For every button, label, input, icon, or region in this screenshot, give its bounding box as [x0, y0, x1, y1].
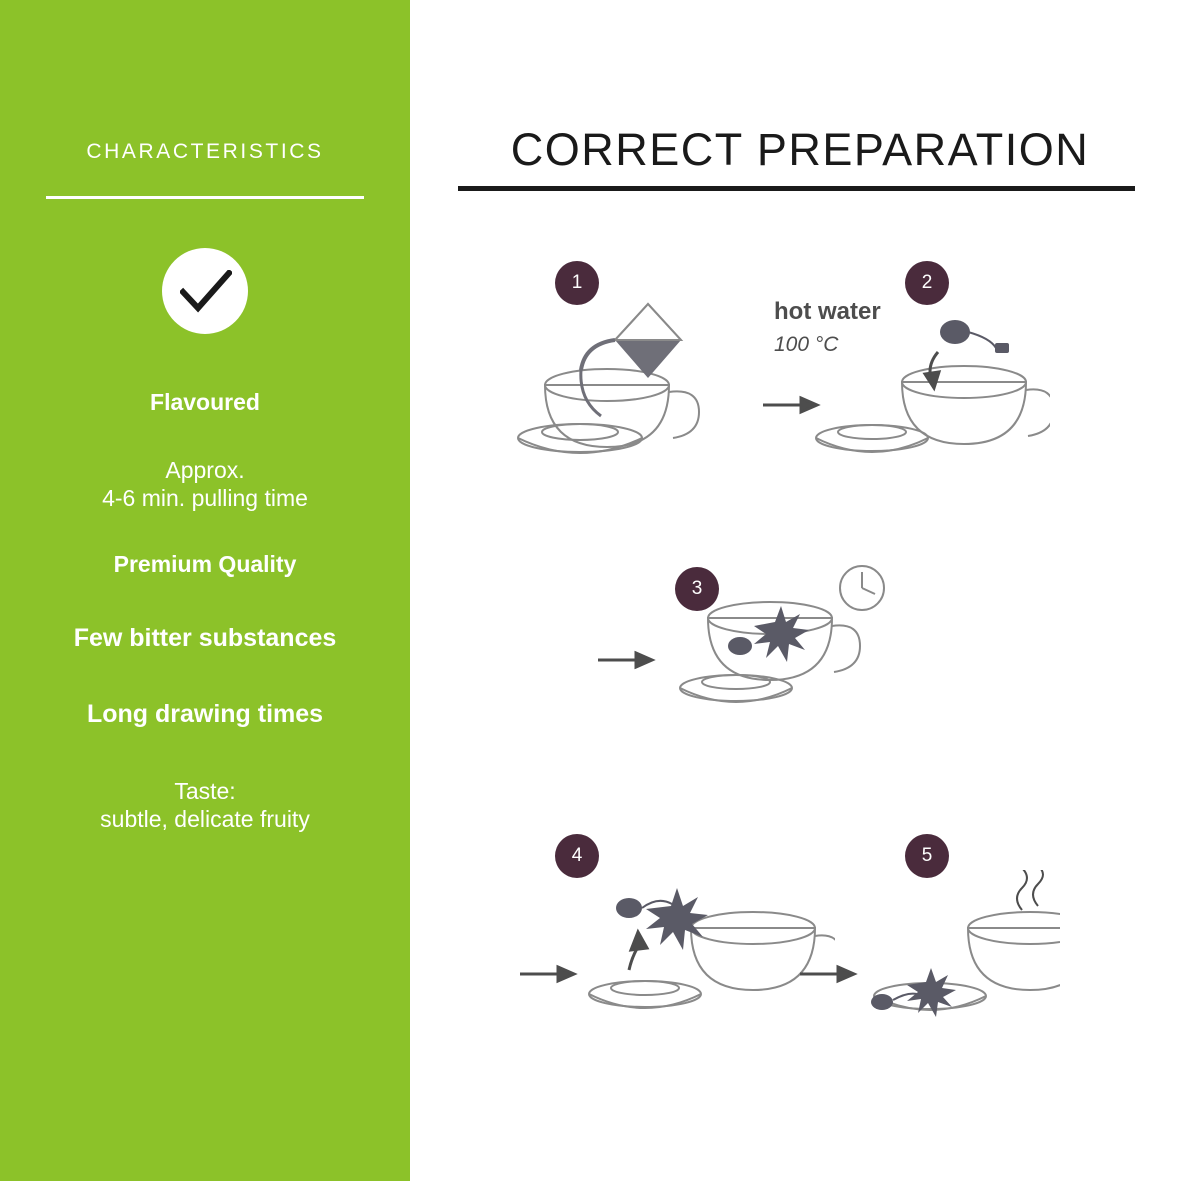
step-2-illustration — [810, 310, 1050, 485]
characteristics-sidebar — [0, 0, 410, 1181]
step-number: 3 — [691, 578, 703, 599]
page-title: CORRECT PREPARATION — [510, 124, 1090, 175]
feature-item — [0, 623, 410, 654]
hot-water-label: hot water — [774, 298, 881, 325]
feature-line: subtle, delicate fruity — [100, 806, 310, 833]
feature-line: Flavoured — [150, 389, 260, 415]
feature-item — [0, 388, 410, 416]
feature-item — [0, 777, 410, 833]
feature-line: Few bitter substances — [73, 624, 337, 653]
step-number: 5 — [921, 845, 933, 866]
step-3-illustration — [590, 560, 900, 755]
check-badge — [162, 248, 248, 334]
preparation-panel — [410, 0, 1181, 1181]
feature-line: Taste: — [174, 778, 236, 805]
step-badge-2 — [905, 261, 949, 305]
step-number: 1 — [571, 272, 583, 293]
step-number: 4 — [571, 845, 583, 866]
water-temperature-label: 100 °C — [774, 333, 839, 356]
feature-list — [0, 388, 410, 861]
sidebar-divider — [46, 196, 364, 199]
title-underline — [458, 186, 1135, 191]
feature-line: 4-6 min. pulling time — [102, 485, 308, 512]
sidebar-title: CHARACTERISTICS — [86, 140, 324, 163]
feature-item — [0, 550, 410, 578]
feature-item — [0, 456, 410, 512]
feature-item — [0, 699, 410, 730]
step-number: 2 — [921, 272, 933, 293]
feature-line: Approx. — [165, 457, 245, 484]
step-5-illustration — [790, 870, 1060, 1075]
step-4-illustration — [505, 870, 835, 1075]
feature-line: Premium Quality — [113, 551, 297, 578]
feature-line: Long drawing times — [86, 699, 324, 728]
